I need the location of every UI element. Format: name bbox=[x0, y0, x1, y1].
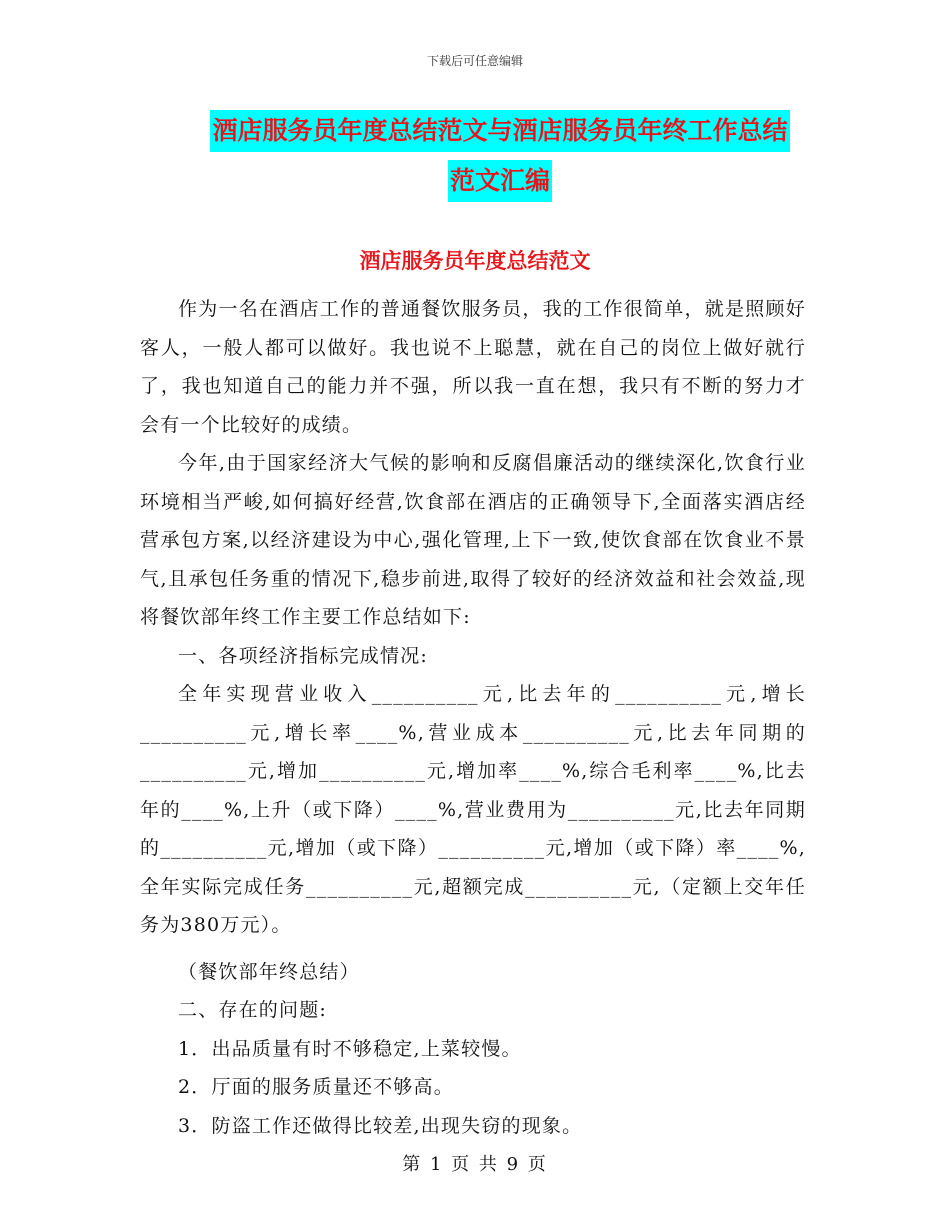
list-item-problem-2: 2．厅面的服务质量还不够高。 bbox=[178, 1076, 454, 1098]
paragraph-source-note: （餐饮部年终总结） bbox=[178, 960, 360, 983]
list-item-problem-3: 3．防盗工作还做得比较差,出现失窃的现象。 bbox=[178, 1114, 583, 1137]
document-title-line-1: 酒店服务员年度总结范文与酒店服务员年终工作总结 bbox=[210, 110, 789, 152]
heading-economic-indicators: 一、各项经济指标完成情况: bbox=[178, 644, 429, 667]
paragraph-intro: 作为一名在酒店工作的普通餐饮服务员，我的工作很简单，就是照顾好客人，一般人都可以做好。我也说不上聪慧，就在自己的岗位上做好就行了，我也知道自己的能力并不强，所以我一直在想，我只有不断的努力才会有一个比较好的成绩。 bbox=[140, 298, 806, 436]
paragraph-background: 今年,由于国家经济大气候的影响和反腐倡廉活动的继续深化,饮食行业环境相当严峻,如何搞好经营,饮食部在酒店的正确领导下,全面落实酒店经营承包方案,以经济建设为中心,强化管理,上下一致,使饮食部在饮食业不景气,且承包任务重的情况下,稳步前进,取得了较好的经济效益和社会效益,现将餐饮部年终工作主要工作总结如下: bbox=[140, 452, 806, 628]
paragraph-indicators-fill-in: 全年实现营业收入__________元,比去年的__________元,增长__________元,增长率____%,营业成本__________元,比去年同期的__________元,增加__________元,增加率____%,综合毛利率____%,比去年的____%,上升（或下降）____%,营业费用为__________元,比去年同期的__________元,增加（或下降）__________元,增加（或下降）率____%,全年实际完成任务__________元,超额完成__________元,（定额上交年任务为380万元）。 bbox=[140, 683, 806, 936]
document-title bbox=[140, 110, 860, 210]
list-item-problem-1: 1．出品质量有时不够稳定,上菜较慢。 bbox=[178, 1037, 522, 1060]
section-title: 酒店服务员年度总结范文 bbox=[359, 249, 591, 273]
page-number: 第 1 页 共 9 页 bbox=[402, 1154, 548, 1175]
heading-problems: 二、存在的问题: bbox=[178, 999, 328, 1021]
document-title-line-2: 范文汇编 bbox=[448, 160, 552, 202]
document-body bbox=[140, 290, 806, 1145]
page-header-note: 下载后可任意编辑 bbox=[426, 54, 523, 68]
